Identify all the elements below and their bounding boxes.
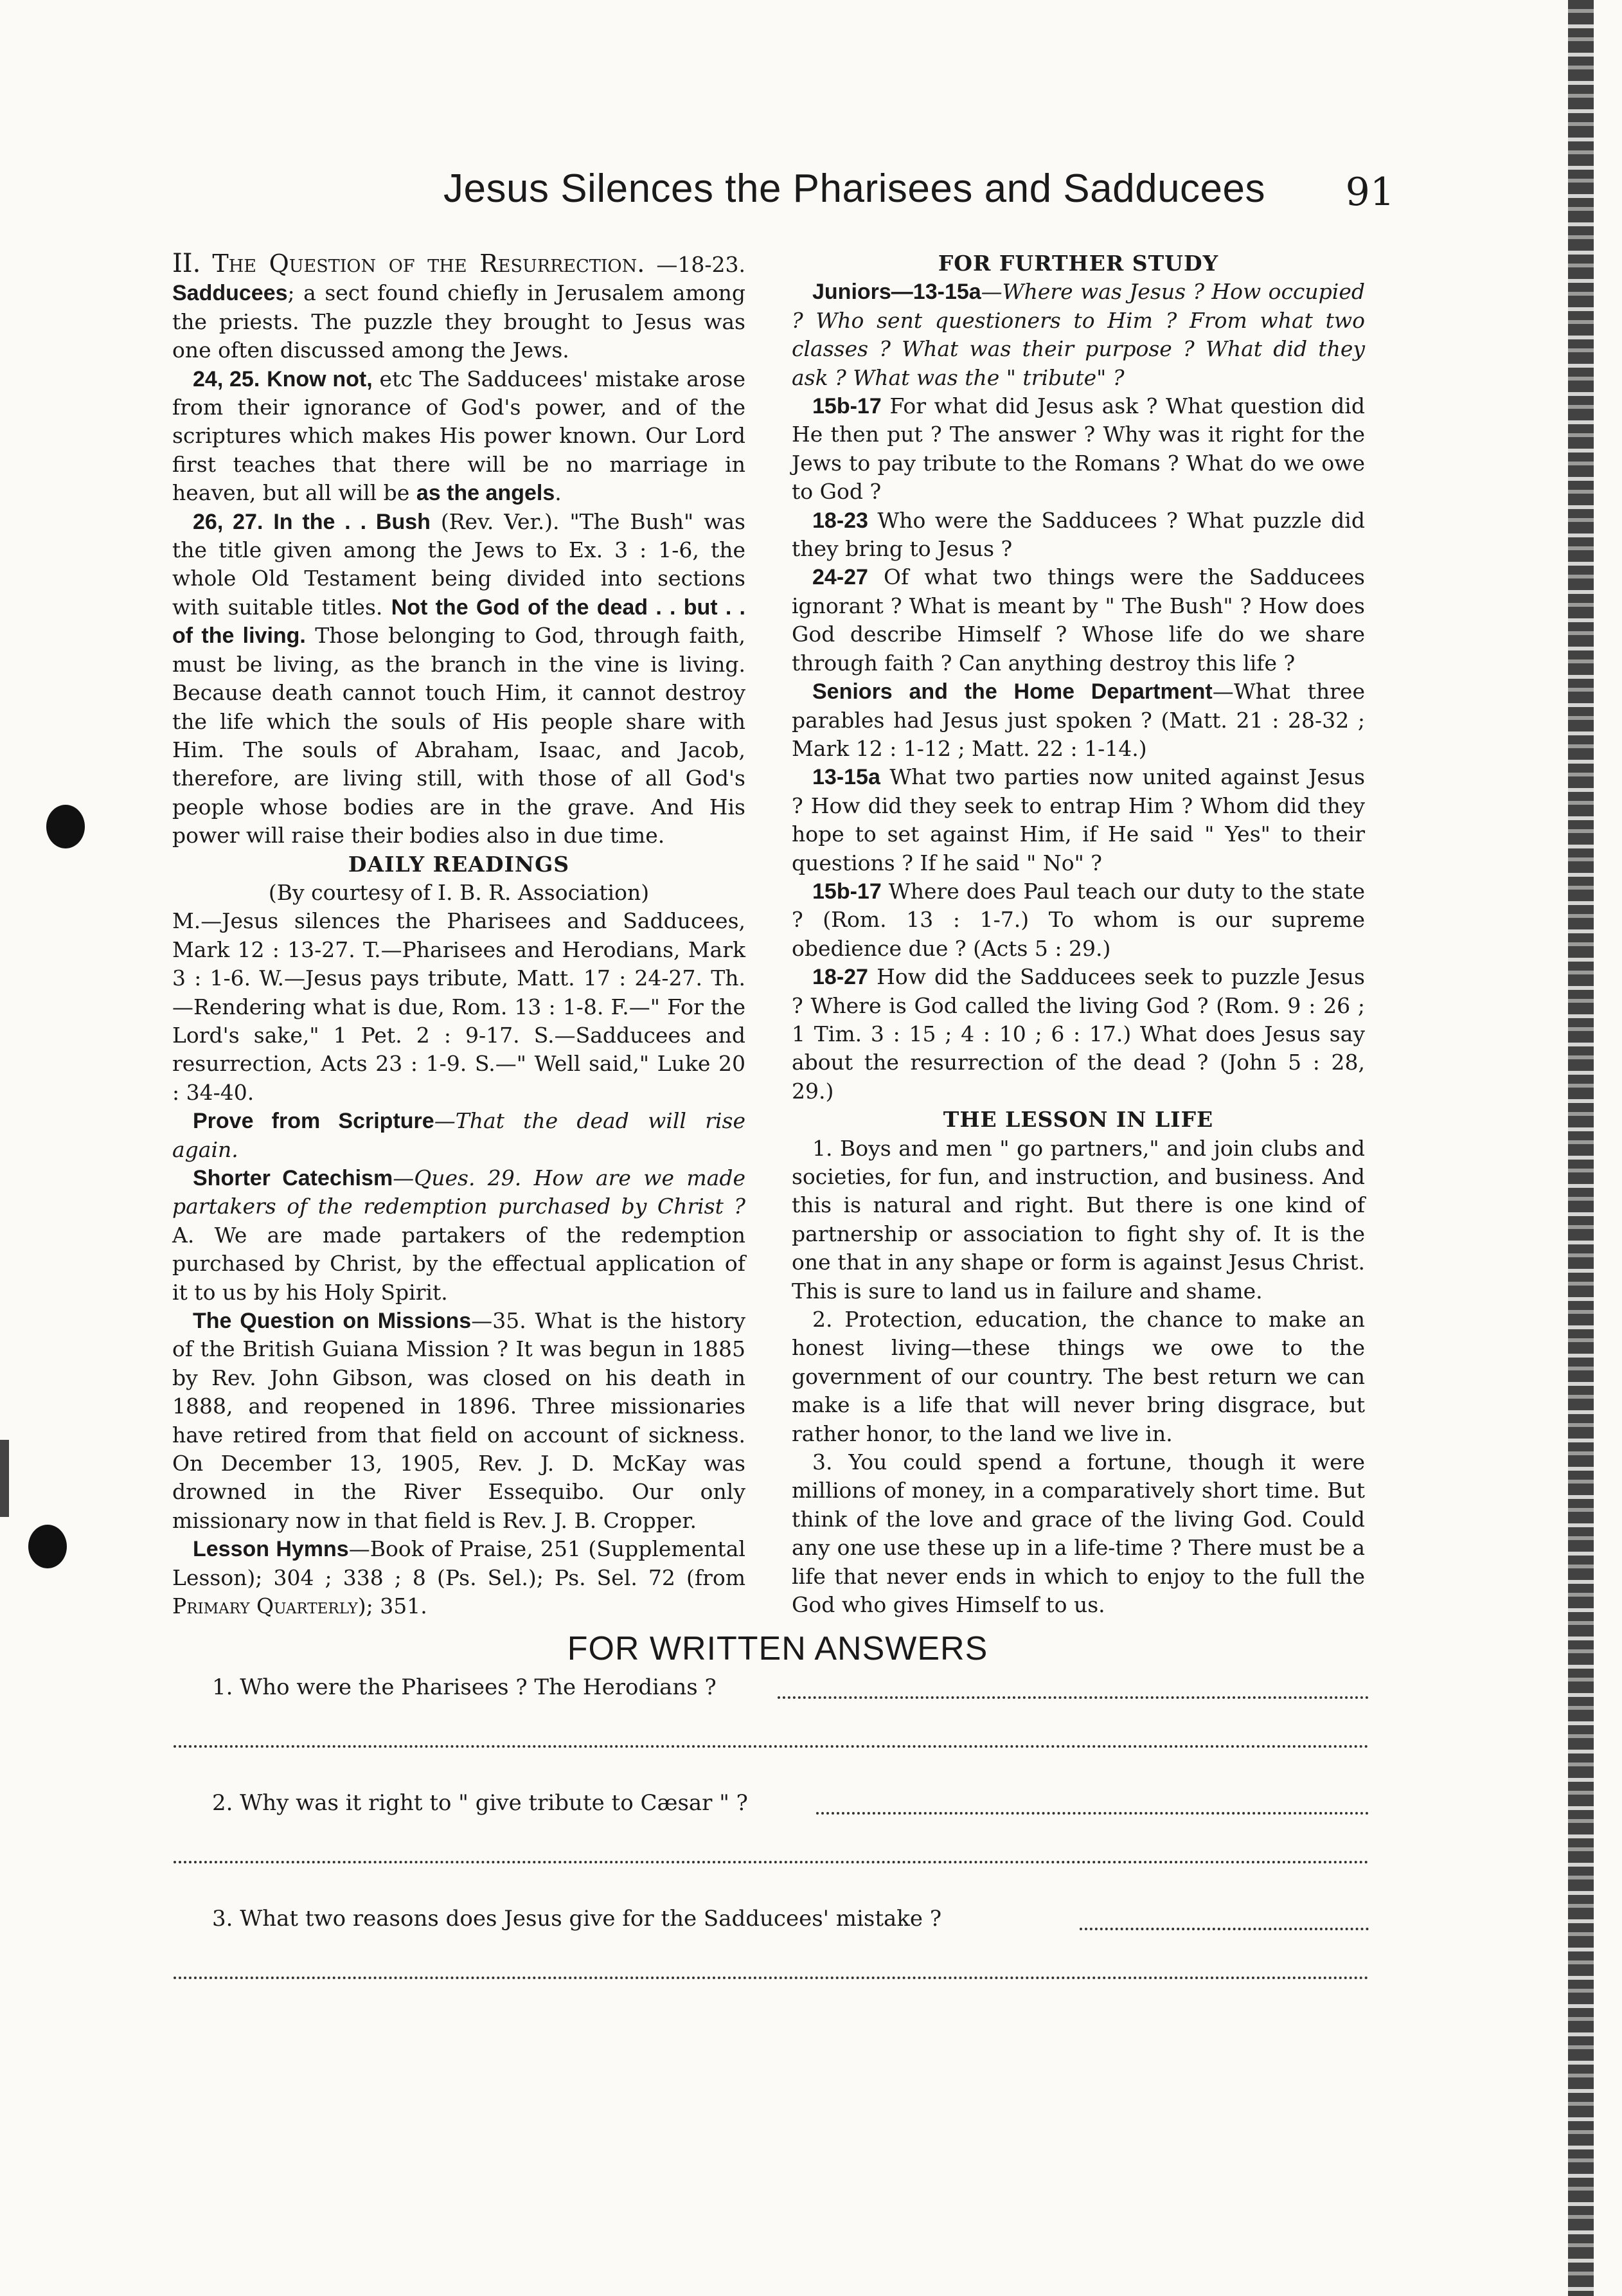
note-text: —35. What is the history of the British Guiana Mission ? It was begun in 1885 by Rev. John Gibson, was closed on his death in 1888, and reopened in 1896. Three missionaries have retired from that field on account of sickness. On December 13, 1905, Rev. J. D. McKay was drowned in the River Essequibo. Our only missionary now in that field is Rev. J. B. Cropper. — [172, 1308, 746, 1533]
binding-hole — [28, 1525, 67, 1568]
keyword: Prove from Scripture — [193, 1109, 434, 1134]
running-title: Jesus Silences the Pharisees and Sadducees — [443, 166, 1266, 211]
keyword: Lesson Hymns — [193, 1537, 349, 1562]
study-item — [792, 392, 1365, 507]
answer-line[interactable] — [167, 1732, 1388, 1790]
note-text: ; a sect found chiefly in Jerusalem among the priests. The puzzle they brought to Jesus was one often discussed among the Jews. — [172, 280, 745, 363]
keyword: Juniors—13-15a — [812, 280, 981, 305]
keyword: Seniors and the Home Department — [812, 679, 1213, 704]
written-question-1 — [167, 1674, 1388, 1732]
note-text: —Where was Jesus ? How occupied ? Who sent questioners to Him ? From what two classes ? What was their purpose ? What did they ask ? What was the " tribute" ? — [792, 279, 1365, 390]
binding-hole — [46, 805, 85, 848]
answer-line[interactable] — [167, 1848, 1388, 1906]
question-text: 1. Who were the Pharisees ? The Herodians ? — [212, 1674, 717, 1700]
note-text: What two parties now united against Jesus ? How did they seek to entrap Him ? Whom did they hope to set against Him, if He said " Yes" to their questions ? If he said " No" ? — [792, 764, 1365, 875]
written-answers-title: FOR WRITTEN ANSWERS — [567, 1630, 988, 1667]
verse-ref: 18-27 — [812, 965, 868, 990]
study-juniors — [792, 278, 1365, 392]
keyword: Shorter Catechism — [193, 1166, 393, 1190]
further-study-heading: FOR FURTHER STUDY — [938, 251, 1219, 276]
question-on-missions — [172, 1307, 745, 1535]
page-header — [443, 166, 1395, 237]
prove-from-scripture — [172, 1107, 745, 1164]
life-point-2: 2. Protection, education, the chance to make an honest living—these things we owe to the government of our country. The best return we can make is a life that will never bring disgrace, but rather honor, to the land we live in. — [792, 1307, 1365, 1446]
margin-mark — [0, 1440, 9, 1517]
written-question-2 — [167, 1790, 1388, 1848]
note-text: How did the Sadducees seek to puzzle Jesus ? Where is God called the living God ? (Rom. 9 : 26 ; 1 Tim. 3 : 15 ; 4 : 10 ; 6 : 17.) What does Jesus say about the resurrection of the dead ? (John 5 : 28, 29.) — [792, 964, 1365, 1104]
verse-ref: 24, 25. — [193, 366, 260, 391]
life-point-3: 3. You could spend a fortune, though it were millions of money, in a comparatively short time. But think of the love and grace of the living God. Could any one use these up in a life-time ? There must be a life that never ends in which to enjoy to the full the God who gives Himself to us. — [792, 1449, 1365, 1618]
catechism-answer: A. We are made partakers of the redemption purchased by Christ, by the effectual application of it to us by his Holy Spirit. — [172, 1222, 745, 1305]
verse-ref: 26, 27. — [193, 509, 263, 534]
study-seniors — [792, 677, 1365, 763]
note-26-27 — [172, 508, 745, 850]
verse-ref: 24-27 — [812, 565, 868, 590]
left-column — [172, 249, 745, 1621]
scanned-page-edge — [1568, 0, 1594, 2296]
keyword: as the angels — [416, 481, 555, 506]
section-resurrection — [172, 249, 745, 365]
answer-line[interactable] — [1080, 1921, 1369, 1930]
note-text: (Rev. Ver.). "The Bush" was the title given among the Jews to Ex. 3 : 1-6, the whole Old Testament being divided into sections with suitable titles. — [172, 508, 745, 620]
note-text: Who were the Sadducees ? What puzzle did they bring to Jesus ? — [792, 507, 1365, 562]
lesson-hymns — [172, 1535, 745, 1620]
note-text: —That the dead will rise again. — [172, 1108, 745, 1162]
answer-line[interactable] — [816, 1806, 1369, 1815]
study-item — [792, 763, 1365, 877]
study-item — [792, 507, 1365, 564]
study-item — [792, 877, 1365, 963]
keyword: The Question on Missions — [193, 1309, 472, 1334]
verse-ref: 13-15a — [812, 765, 880, 790]
keyword: In the . . Bush — [273, 509, 431, 534]
study-item — [792, 563, 1365, 677]
study-item — [792, 963, 1365, 1106]
note-text: Primary Quarterly — [172, 1593, 358, 1619]
question-text: 2. Why was it right to " give tribute to Cæsar " ? — [212, 1790, 748, 1816]
note-text: —Book of Praise, 251 (Supplemental Lesson); 304 ; 338 ; 8 (Ps. Sel.); Ps. Sel. 72 (from — [172, 1536, 745, 1590]
verse-ref: 15b-17 — [812, 879, 882, 904]
note-text: —What three parables had Jesus just spoken ? (Matt. 21 : 28-32 ; Mark 12 : 1-12 ; Matt. 22 : 1-14.) — [792, 679, 1365, 761]
question-text: 3. What two reasons does Jesus give for the Sadducees' mistake ? — [212, 1906, 942, 1932]
catechism-question: —Ques. 29. How are we made partakers of the redemption purchased by Christ ? — [172, 1165, 745, 1219]
note-text: Those belonging to God, through faith, must be living, as the branch in the vine is living. Because death cannot touch Him, it cannot destroy the life which the souls of His people share with Him. The souls of Abraham, Isaac, and Jacob, therefore, are living still, with those of all God's people whose bodies are in the grave. And His power will raise their bodies also in due time. — [172, 623, 745, 848]
answer-line[interactable] — [778, 1690, 1369, 1699]
verse-ref: 18-23 — [812, 508, 868, 533]
note-text: ); 351. — [357, 1593, 427, 1619]
keyword: Know not, — [267, 366, 373, 391]
lesson-in-life-heading: THE LESSON IN LIFE — [943, 1107, 1214, 1133]
keyword: Not the God of the dead . . but . . of the living. — [172, 595, 745, 649]
note-text: Of what two things were the Sadducees ignorant ? What is meant by " The Bush" ? How does God describe Himself ? Whose life do we share through faith ? Can anything destroy this life ? — [792, 564, 1365, 676]
daily-readings-courtesy: (By courtesy of I. B. R. Association) — [268, 879, 650, 905]
note-text: . — [555, 480, 562, 506]
answer-line[interactable] — [167, 1964, 1388, 2022]
daily-readings-heading: DAILY READINGS — [348, 851, 570, 877]
keyword: Sadducees — [172, 281, 288, 306]
section-roman: II. — [172, 249, 201, 278]
written-question-3 — [167, 1906, 1388, 1964]
life-point-1: 1. Boys and men " go partners," and join clubs and societies, for fun, and instruction, and business. And this is natural and right. But there is one kind of partnership or association to fight shy of. It is the one that in any shape or form is against Jesus Christ. This is sure to land us in failure and shame. — [792, 1135, 1365, 1304]
daily-readings-text: M.—Jesus silences the Pharisees and Sadducees, Mark 12 : 13-27. T.—Pharisees and Herodians, Mark 3 : 1-6. W.—Jesus pays tribute, Matt. 17 : 24-27. Th.—Rendering what is due, Rom. 13 : 1-8. F.—" For the Lord's sake," 1 Pet. 2 : 9-17. S.—Sadducees and resurrection, Acts 23 : 1-9. S.—" Well said," Luke 20 : 34-40. — [172, 908, 745, 1105]
written-answers-section — [167, 1629, 1388, 2022]
shorter-catechism — [172, 1164, 745, 1307]
page-number: 91 — [1345, 170, 1395, 215]
verse-ref: 15b-17 — [812, 394, 882, 419]
note-24-25 — [172, 365, 745, 508]
note-text: Where does Paul teach our duty to the state ? (Rom. 13 : 1-7.) To whom is our supreme obedience due ? (Acts 5 : 29.) — [792, 878, 1365, 961]
right-column — [792, 249, 1365, 1620]
verse-ref: —18-23. — [656, 252, 745, 277]
note-text: etc The Sadducees' mistake arose from their ignorance of God's power, and of the scriptures which makes His power known. Our Lord first teaches that there will be no marriage in heaven, but all will be — [172, 366, 746, 506]
note-text: For what did Jesus ask ? What question did He then put ? The answer ? Why was it right for the Jews to pay tribute to the Romans ? What do we owe to God ? — [792, 393, 1365, 505]
section-heading: The Question of the Resurrection. — [212, 249, 645, 278]
